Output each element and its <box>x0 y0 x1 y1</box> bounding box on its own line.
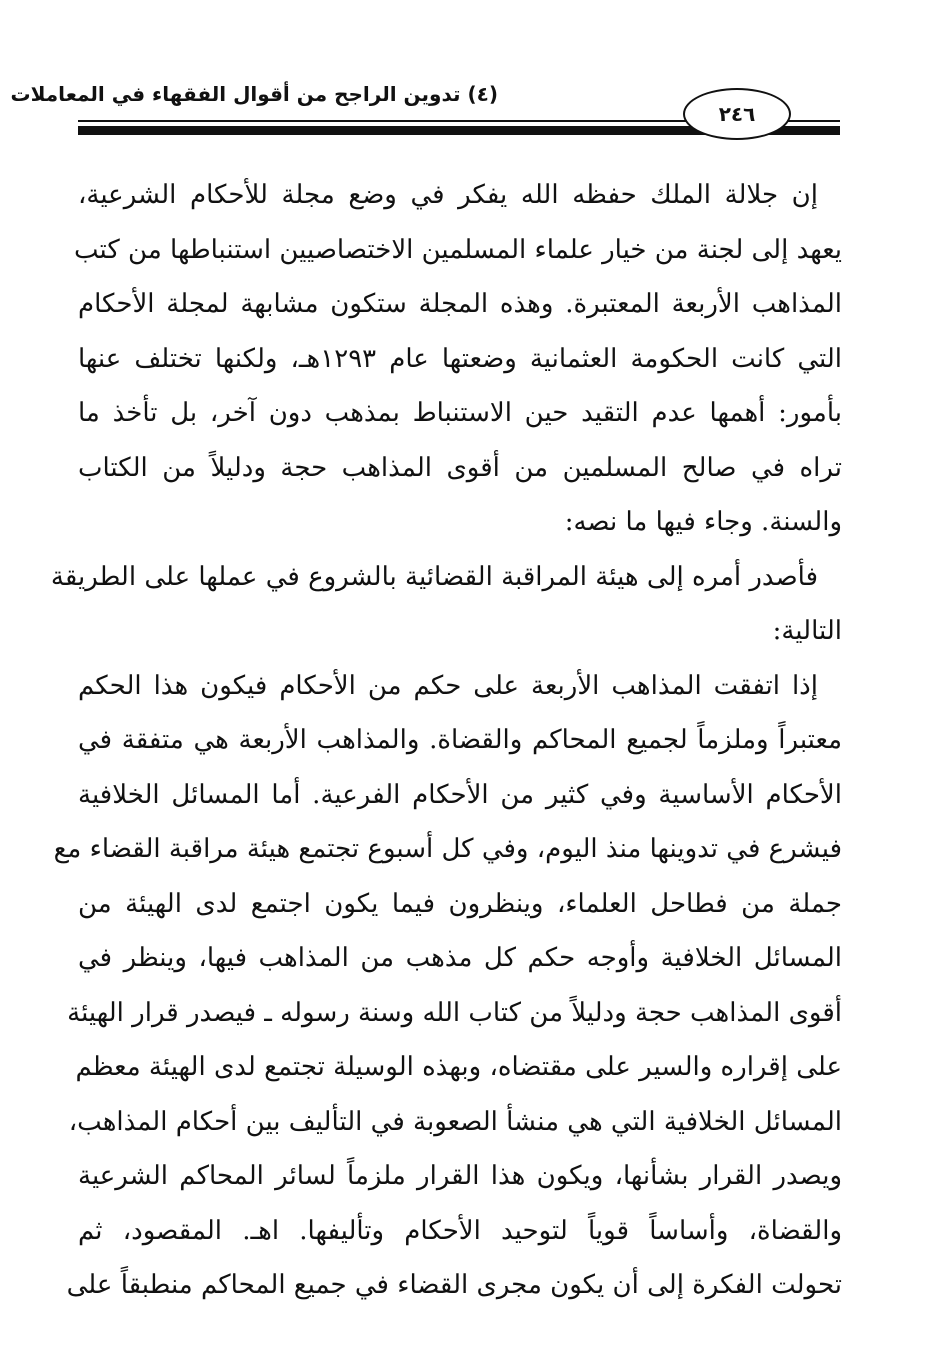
text-line: على إقراره والسير على مقتضاه، وبهذه الوسيلة تجتمع لدى الهيئة معظم <box>75 1052 842 1082</box>
text-line: المسائل الخلافية وأوجه حكم كل مذهب من المذاهب فيها، وينظر في <box>78 943 842 973</box>
page-number-oval <box>683 88 791 140</box>
text-line: جملة من فطاحل العلماء، وينظرون فيما يكون اجتمع لدى الهيئة من <box>78 888 842 919</box>
text-line: الأحكام الأساسية وفي كثير من الأحكام الفرعية. أما المسائل الخلافية <box>78 779 842 810</box>
page-number: ٢٤٦ <box>718 102 756 126</box>
text-line: أقوى المذاهب حجة ودليلاً من كتاب الله وسنة رسوله ـ فيصدر قرار الهيئة <box>67 997 842 1028</box>
body-text <box>50 168 842 1313</box>
text-line: ويصدر القرار بشأنها، ويكون هذا القرار ملزماً لسائر المحاكم الشرعية <box>78 1161 842 1191</box>
text-line: المذاهب الأربعة المعتبرة. وهذه المجلة ستكون مشابهة لمجلة الأحكام <box>78 289 842 319</box>
text-line: التالية: <box>772 616 842 646</box>
text-line: المسائل الخلافية التي هي منشأ الصعوبة في التأليف بين أحكام المذاهب، <box>68 1106 842 1137</box>
text-line: تراه في صالح المسلمين من أقوى المذاهب حجة ودليلاً من الكتاب <box>78 452 842 483</box>
text-line: بأمور: أهمها عدم التقيد حين الاستنباط بمذهب دون آخر، بل تأخذ ما <box>78 398 842 428</box>
text-line: فأصدر أمره إلى هيئة المراقبة القضائية بالشروع في عملها على الطريقة <box>50 561 818 592</box>
text-line: إذا اتفقت المذاهب الأربعة على حكم من الأحكام فيكون هذا الحكم <box>78 670 818 701</box>
text-line: والقضاة، وأساساً قوياً لتوحيد الأحكام وتأليفها. اهـ. المقصود، ثم <box>78 1215 842 1246</box>
text-line: يعهد إلى لجنة من خيار علماء المسلمين الاختصاصيين استنباطها من كتب <box>74 234 842 265</box>
text-line: إن جلالة الملك حفظه الله يفكر في وضع مجلة للأحكام الشرعية، <box>78 180 818 210</box>
text-line: تحولت الفكرة إلى أن يكون مجرى القضاء في جميع المحاكم منطبقاً على <box>66 1270 842 1300</box>
text-line: فيشرع في تدوينها منذ اليوم، وفي كل أسبوع تجتمع هيئة مراقبة القضاء مع <box>53 834 842 864</box>
text-line: والسنة. وجاء فيها ما نصه: <box>564 507 842 537</box>
text-line: التي كانت الحكومة العثمانية وضعتها عام ١٢٩٣هـ، ولكنها تختلف عنها <box>78 343 842 374</box>
running-header-title: (٤) تدوين الراجح من أقوال الفقهاء في المعاملات <box>10 82 498 106</box>
text-line: معتبراً وملزماً لجميع المحاكم والقضاة. والمذاهب الأربعة هي متفقة في <box>78 725 842 755</box>
